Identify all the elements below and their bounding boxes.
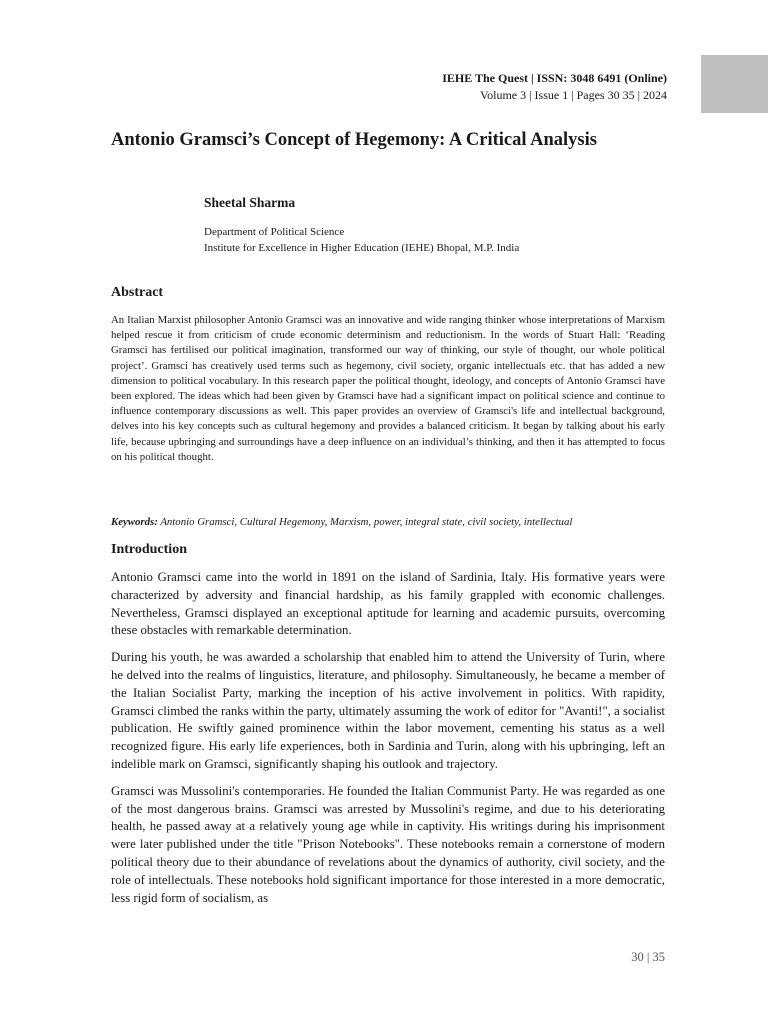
affiliation-department: Department of Political Science [204,226,345,238]
journal-issn: IEHE The Quest | ISSN: 3048 6491 (Online) [442,71,667,85]
paragraph: Gramsci was Mussolini's contemporaries. He founded the Italian Communist Party. He was regarded as one of the most dangerous brains. Gramsci was arrested by Mussolini's regime, and due to his deteriorating health, he passed away at a relatively young age while in captivity. His writings during his imprisonment were later published under the title "Prison Notebooks". These notebooks remain a cornerstone of modern political theory due to their abundance of revelations about the dynamics of authority, civil society, and the role of intellectuals. These notebooks hold significant importance for those interested in a more democratic, less rigid form of socialism, as [111,783,665,905]
affiliation-institute: Institute for Excellence in Higher Education (IEHE) Bhopal, M.P. India [204,242,520,254]
author-affiliation [204,224,519,256]
paragraph: During his youth, he was awarded a scholarship that enabled him to attend the University of Turin, where he delved into the realms of linguistics, literature, and philosophy. Simultaneously, he became a member of the Italian Socialist Party, marking the inception of his active involvement in politics. With rapidity, Gramsci climbed the ranks within the party, ultimately assuming the work of editor for "Avanti!", a socialist publication. He swiftly gained prominence within the labor movement, cementing his status as a well recognized figure. His early life experiences, both in Sardinia and Turin, along with his upbringing, left an indelible mark on Gramsci, significantly shaping his outlook and trajectory. [111,650,665,771]
abstract-text: An Italian Marxist philosopher Antonio Gramsci was an innovative and wide ranging thinker whose interpretations of Marxism helped rescue it from criticism of crude economic determinism and reductionism. In the words of Stuart Hall: ‘Reading Gramsci has fertilised our political imagination, transformed our way of thinking, our style of thought, our whole political project’. Gramsci has creatively used terms such as hegemony, civil society, organic intellectuals etc. that has added a new dimension to political vocabulary. In this research paper the political thought, ideology, and concepts of Antonio Gramsci have been explored. The ideas which had been given by Gramsci have had a significant impact on political science and continue to influence contemporary discussions as well. This paper provides an overview of Gramsci's life and intellectual background, delves into his key concepts such as cultural hegemony and provides a balanced criticism. It began by talking about his early life, because upbringing and surroundings have a deep influence on an individual’s thinking, and then it has attempted to focus on his political thought. [111,314,665,463]
keywords [111,516,671,528]
page-number: 30 | 35 [631,950,665,964]
keywords-text: Antonio Gramsci, Cultural Hegemony, Marxism, power, integral state, civil society, intellectual [160,516,573,528]
introduction-heading: Introduction [111,542,187,557]
author-name: Sheetal Sharma [204,195,296,210]
keywords-label: Keywords: [111,516,158,528]
journal-volume: Volume 3 | Issue 1 | Pages 30 35 | 2024 [480,88,667,102]
abstract-heading: Abstract [111,285,164,300]
paper-title: Antonio Gramsci’s Concept of Hegemony: A Critical Analysis [111,130,597,150]
journal-info [442,70,667,104]
introduction-body [111,569,665,916]
corner-decoration [701,55,768,113]
paragraph: Antonio Gramsci came into the world in 1891 on the island of Sardinia, Italy. His formative years were characterized by adversity and financial hardship, as his family grappled with economic challenges. Nevertheless, Gramsci displayed an exceptional aptitude for learning and academic pursuits, overcoming these obstacles with remarkable determination. [111,570,665,638]
